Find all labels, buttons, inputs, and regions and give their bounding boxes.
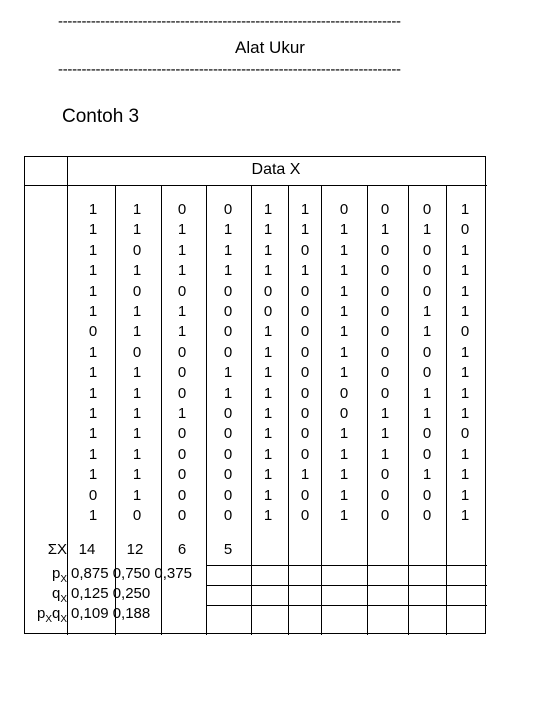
table-cell: 0 [380, 201, 390, 218]
table-cell: 1 [88, 262, 98, 280]
table-cell: 0 [177, 445, 187, 463]
table-cell: 1 [422, 466, 432, 484]
table-cell: 0 [422, 241, 432, 259]
table-cell: 1 [223, 221, 233, 239]
table-cell: 0 [223, 425, 233, 443]
grid-hline [206, 605, 487, 606]
table-cell: 0 [223, 405, 233, 422]
table-cell: 0 [339, 201, 349, 218]
table-cell: 0 [380, 303, 390, 320]
sum-cell: 12 [126, 541, 144, 558]
grid-vline [67, 157, 68, 635]
table-cell: 1 [132, 221, 142, 239]
table-cell: 0 [300, 384, 310, 402]
table-cell: 1 [263, 486, 273, 504]
table-cell: 0 [422, 201, 432, 218]
grid-vline [288, 185, 289, 635]
section-title: Contoh 3 [62, 106, 140, 127]
table-cell: 0 [380, 323, 390, 341]
table-cell: 1 [88, 405, 98, 422]
table-cell: 1 [460, 507, 470, 524]
table-cell: 1 [422, 323, 432, 341]
sum-cell: 14 [78, 541, 96, 558]
table-cell: 1 [88, 507, 98, 524]
table-cell: 0 [460, 425, 470, 443]
grid-hline [25, 185, 487, 186]
table-cell: 1 [263, 384, 273, 402]
data-table [24, 156, 486, 634]
table-cell: 1 [223, 241, 233, 259]
table-cell: 0 [177, 282, 187, 300]
table-cell: 1 [422, 405, 432, 422]
table-cell: 1 [339, 466, 349, 484]
table-cell: 1 [460, 282, 470, 300]
table-cell: 1 [263, 425, 273, 443]
grid-hline [206, 565, 487, 566]
table-cell: 1 [132, 364, 142, 382]
grid-vline [367, 185, 368, 635]
table-cell: 1 [132, 303, 142, 320]
table-cell: 1 [460, 303, 470, 320]
table-cell: 0 [223, 201, 233, 218]
table-cell: 1 [263, 262, 273, 280]
table-cell: 0 [223, 323, 233, 341]
table-cell: 1 [88, 282, 98, 300]
table-cell: 1 [132, 466, 142, 484]
grid-vline [408, 185, 409, 635]
table-cell: 1 [177, 262, 187, 280]
table-cell: 1 [339, 282, 349, 300]
table-cell: 1 [300, 466, 310, 484]
table-cell: 1 [380, 405, 390, 422]
table-cell: 1 [263, 445, 273, 463]
sum-cell: 6 [177, 541, 187, 558]
table-cell: 1 [132, 486, 142, 504]
table-cell: 0 [263, 303, 273, 320]
table-cell: 0 [223, 343, 233, 361]
table-cell: 1 [263, 201, 273, 218]
table-cell: 1 [300, 262, 310, 280]
table-cell: 1 [339, 507, 349, 524]
table-cell: 1 [88, 466, 98, 484]
table-cell: 0 [223, 303, 233, 320]
table-cell: 0 [132, 241, 142, 259]
table-cell: 1 [88, 201, 98, 218]
table-cell: 0 [88, 486, 98, 504]
table-cell: 1 [177, 323, 187, 341]
table-cell: 0 [460, 323, 470, 341]
table-cell: 1 [263, 364, 273, 382]
table-cell: 0 [177, 201, 187, 218]
table-cell: 1 [132, 405, 142, 422]
table-cell: 0 [300, 323, 310, 341]
table-cell: 0 [422, 445, 432, 463]
q-row-label: $q_X$ [51, 585, 67, 605]
column-header-data-x: Data X [251, 161, 301, 178]
table-cell: 1 [132, 323, 142, 341]
table-cell: 0 [177, 486, 187, 504]
table-cell: 1 [263, 343, 273, 361]
table-cell: 1 [263, 405, 273, 422]
table-cell: 1 [460, 262, 470, 280]
table-cell: 1 [460, 486, 470, 504]
table-cell: 1 [177, 221, 187, 239]
sum-cell: 5 [223, 541, 233, 558]
table-cell: 0 [300, 405, 310, 422]
table-cell: 1 [339, 303, 349, 320]
table-cell: 0 [422, 282, 432, 300]
table-cell: 1 [88, 303, 98, 320]
table-cell: 1 [422, 384, 432, 402]
table-cell: 0 [132, 507, 142, 524]
table-cell: 0 [460, 221, 470, 239]
table-cell: 1 [339, 241, 349, 259]
table-cell: 1 [88, 364, 98, 382]
table-cell: 1 [460, 364, 470, 382]
table-cell: 1 [223, 262, 233, 280]
table-cell: 0 [380, 466, 390, 484]
table-cell: 0 [223, 445, 233, 463]
table-cell: 0 [223, 466, 233, 484]
table-cell: 0 [300, 507, 310, 524]
table-cell: 0 [380, 241, 390, 259]
table-cell: 1 [88, 384, 98, 402]
table-cell: 0 [223, 282, 233, 300]
table-cell: 0 [422, 364, 432, 382]
table-cell: 1 [460, 384, 470, 402]
table-cell: 1 [263, 221, 273, 239]
table-cell: 0 [380, 262, 390, 280]
table-cell: 1 [263, 507, 273, 524]
table-cell: 0 [380, 486, 390, 504]
table-cell: 1 [88, 445, 98, 463]
table-cell: 0 [300, 282, 310, 300]
q-row-values: 0,125 0,250 [71, 585, 151, 602]
table-cell: 1 [422, 303, 432, 320]
table-cell: 1 [88, 343, 98, 361]
table-cell: 1 [223, 384, 233, 402]
table-cell: 1 [132, 201, 142, 218]
table-cell: 0 [300, 445, 310, 463]
table-cell: 1 [177, 405, 187, 422]
table-cell: 0 [132, 343, 142, 361]
table-cell: 0 [263, 282, 273, 300]
table-cell: 1 [263, 466, 273, 484]
table-cell: 1 [422, 221, 432, 239]
grid-vline [321, 185, 322, 635]
table-cell: 0 [300, 241, 310, 259]
table-cell: 0 [339, 384, 349, 402]
table-cell: 0 [339, 405, 349, 422]
table-cell: 1 [300, 201, 310, 218]
table-cell: 1 [339, 262, 349, 280]
table-cell: 1 [223, 364, 233, 382]
table-cell: 0 [300, 486, 310, 504]
table-cell: 1 [88, 221, 98, 239]
header-dashes-top: ------------------------------------------------------------------------- [58, 14, 401, 30]
table-cell: 1 [339, 343, 349, 361]
table-cell: 1 [339, 425, 349, 443]
table-cell: 0 [422, 507, 432, 524]
table-cell: 0 [300, 425, 310, 443]
table-cell: 0 [177, 466, 187, 484]
sum-row-label: ΣX [47, 541, 67, 558]
pq-row-values: 0,109 0,188 [71, 605, 151, 622]
table-cell: 1 [460, 445, 470, 463]
header-dashes-bottom: ------------------------------------------------------------------------- [58, 62, 401, 78]
table-cell: 0 [300, 303, 310, 320]
table-cell: 0 [177, 384, 187, 402]
table-cell: 1 [380, 221, 390, 239]
table-cell: 0 [132, 282, 142, 300]
table-cell: 0 [380, 384, 390, 402]
table-cell: 1 [132, 262, 142, 280]
table-cell: 1 [263, 241, 273, 259]
table-cell: 0 [223, 507, 233, 524]
grid-hline [206, 585, 487, 586]
p-row-label: $p_X$ [51, 565, 67, 585]
table-cell: 0 [300, 343, 310, 361]
table-cell: 1 [380, 425, 390, 443]
table-cell: 0 [422, 343, 432, 361]
grid-vline [206, 185, 207, 635]
table-cell: 1 [339, 323, 349, 341]
grid-vline [251, 185, 252, 635]
table-cell: 1 [460, 466, 470, 484]
table-cell: 0 [380, 507, 390, 524]
table-cell: 0 [88, 323, 98, 341]
table-cell: 1 [380, 445, 390, 463]
table-cell: 1 [339, 486, 349, 504]
table-cell: 1 [263, 323, 273, 341]
table-cell: 0 [177, 507, 187, 524]
table-cell: 1 [132, 445, 142, 463]
table-cell: 1 [460, 201, 470, 218]
table-cell: 1 [132, 425, 142, 443]
grid-vline [446, 185, 447, 635]
table-cell: 0 [177, 343, 187, 361]
table-cell: 1 [460, 405, 470, 422]
table-cell: 1 [177, 303, 187, 320]
page-title: Alat Ukur [235, 38, 305, 57]
table-cell: 0 [380, 282, 390, 300]
table-cell: 1 [339, 221, 349, 239]
table-cell: 1 [339, 364, 349, 382]
table-cell: 1 [88, 425, 98, 443]
table-cell: 0 [177, 425, 187, 443]
table-cell: 1 [460, 343, 470, 361]
table-cell: 1 [460, 241, 470, 259]
table-cell: 0 [422, 486, 432, 504]
table-cell: 0 [422, 262, 432, 280]
table-cell: 1 [177, 241, 187, 259]
table-cell: 0 [380, 364, 390, 382]
table-cell: 0 [422, 425, 432, 443]
p-row-values: 0,875 0,750 0,375 [71, 565, 192, 582]
table-cell: 1 [88, 241, 98, 259]
table-cell: 1 [300, 221, 310, 239]
table-cell: 0 [380, 343, 390, 361]
table-cell: 0 [300, 364, 310, 382]
pq-row-label: $p_Xq_X$ [36, 605, 67, 625]
table-cell: 0 [177, 364, 187, 382]
table-cell: 0 [223, 486, 233, 504]
table-cell: 1 [339, 445, 349, 463]
table-cell: 1 [132, 384, 142, 402]
